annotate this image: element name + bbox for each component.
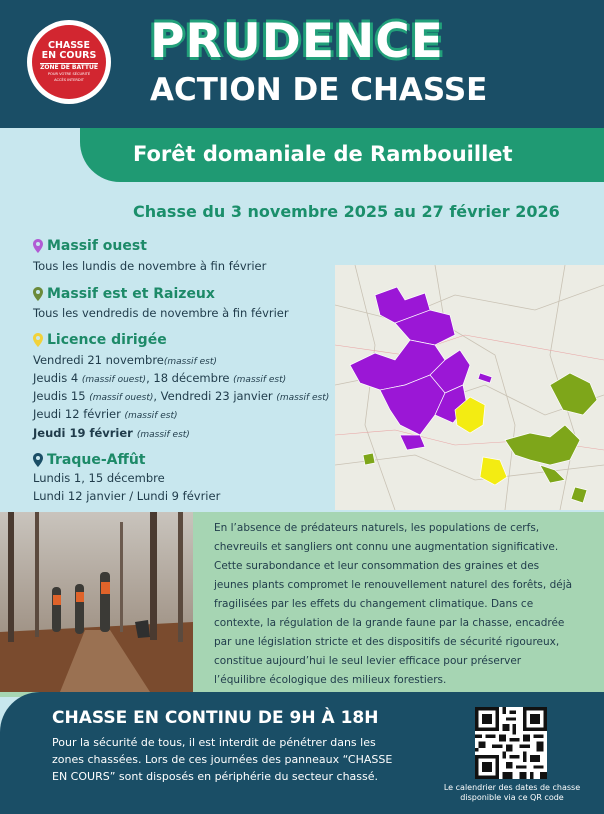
zone-licence-dirigee	[455, 397, 507, 485]
badge-line-2: EN COURS	[41, 50, 97, 62]
date-note: (massif est)	[163, 357, 217, 367]
location-pin-icon	[33, 453, 43, 467]
qr-caption: Le calendrier des dates de chasse disponible via ce QR code	[443, 783, 581, 802]
context-paragraph: En l’absence de prédateurs naturels, les populations de cerfs, chevreuils et sangliers ont connu une augmentation significative. Cette surabondance et leur consommation des graines et des jeunes plants compromet le renouvellement naturel des forêts, déjà fragilisées par les effets du changement climatique. Dans ce contexte, la régulation de la grande faune par la chasse, encadrée par une législation stricte et des dispositifs de sécurité rigoureux, constitue aujourd’hui le seul levier efficace pour préserver l’équilibre écologique des milieux forestiers.	[214, 522, 573, 686]
date-text: , 18 décembre	[146, 371, 234, 385]
location-pin-icon	[33, 333, 43, 347]
section-label: Licence dirigée	[47, 332, 167, 348]
section-title-massif-est	[33, 286, 215, 302]
section-title-licence-dirigee	[33, 332, 167, 348]
date-text: Jeudi 19 février	[33, 426, 137, 440]
hunters-photo	[0, 512, 193, 692]
date-note: (massif est)	[276, 393, 330, 403]
section-label: Massif ouest	[47, 238, 147, 254]
badge-line-1: CHASSE	[47, 40, 91, 52]
section-title-traque-affut	[33, 452, 146, 468]
schedule-line	[33, 426, 190, 440]
date-text: Jeudi 12 février	[33, 407, 125, 421]
schedule-line	[33, 389, 329, 403]
photo-svg	[0, 512, 193, 692]
section-label: Traque-Affût	[47, 452, 146, 468]
schedule-line	[33, 371, 286, 385]
badge-line-5: ACCÈS INTERDIT	[54, 78, 84, 83]
chasse-en-cours-badge	[27, 20, 111, 104]
schedule-line	[33, 407, 177, 421]
date-note: (massif est)	[233, 375, 287, 385]
footer-text: Pour la sécurité de tous, il est interdit de pénétrer dans les zones chassées. Lors de ces journées des panneaux “CHASSE EN COURS” sont disposés en périphérie du secteur chassé.	[52, 736, 393, 783]
section-label: Massif est et Raizeux	[47, 286, 215, 302]
page-title: PRUDENCE	[150, 14, 444, 69]
location-pin-icon	[33, 287, 43, 301]
qr-code[interactable]	[475, 707, 547, 779]
section-title-massif-ouest	[33, 238, 147, 254]
hunting-period: Chasse du 3 novembre 2025 au 27 février 2026	[133, 202, 560, 221]
schedule-line	[33, 353, 217, 367]
date-text: Jeudis 15	[33, 389, 90, 403]
schedule-line: Tous les lundis de novembre à fin février	[33, 259, 267, 273]
date-text: , Vendredi 23 janvier	[153, 389, 277, 403]
qr-code-icon	[475, 707, 547, 779]
page-subtitle: ACTION DE CHASSE	[150, 72, 488, 108]
date-note: (massif ouest)	[81, 375, 147, 385]
map-svg	[335, 265, 604, 510]
badge-line-4: POUR VOTRE SÉCURITÉ	[47, 72, 91, 77]
date-note: (massif est)	[136, 430, 190, 440]
date-note: (massif est)	[124, 411, 178, 421]
schedule-line: Lundis 1, 15 décembre	[33, 471, 165, 485]
forest-name: Forêt domaniale de Rambouillet	[133, 142, 513, 166]
schedule-line: Lundi 12 janvier / Lundi 9 février	[33, 489, 221, 503]
date-text: Vendredi 21 novembre	[33, 353, 164, 367]
footer-title: CHASSE EN CONTINU DE 9H À 18H	[52, 708, 379, 728]
badge-line-3: ZONE DE BATTUE	[40, 64, 98, 72]
location-pin-icon	[33, 239, 43, 253]
date-text: Jeudis 4	[33, 371, 82, 385]
hunting-zones-map	[335, 265, 604, 510]
schedule-line: Tous les vendredis de novembre à fin février	[33, 306, 289, 320]
date-note: (massif ouest)	[89, 393, 154, 403]
